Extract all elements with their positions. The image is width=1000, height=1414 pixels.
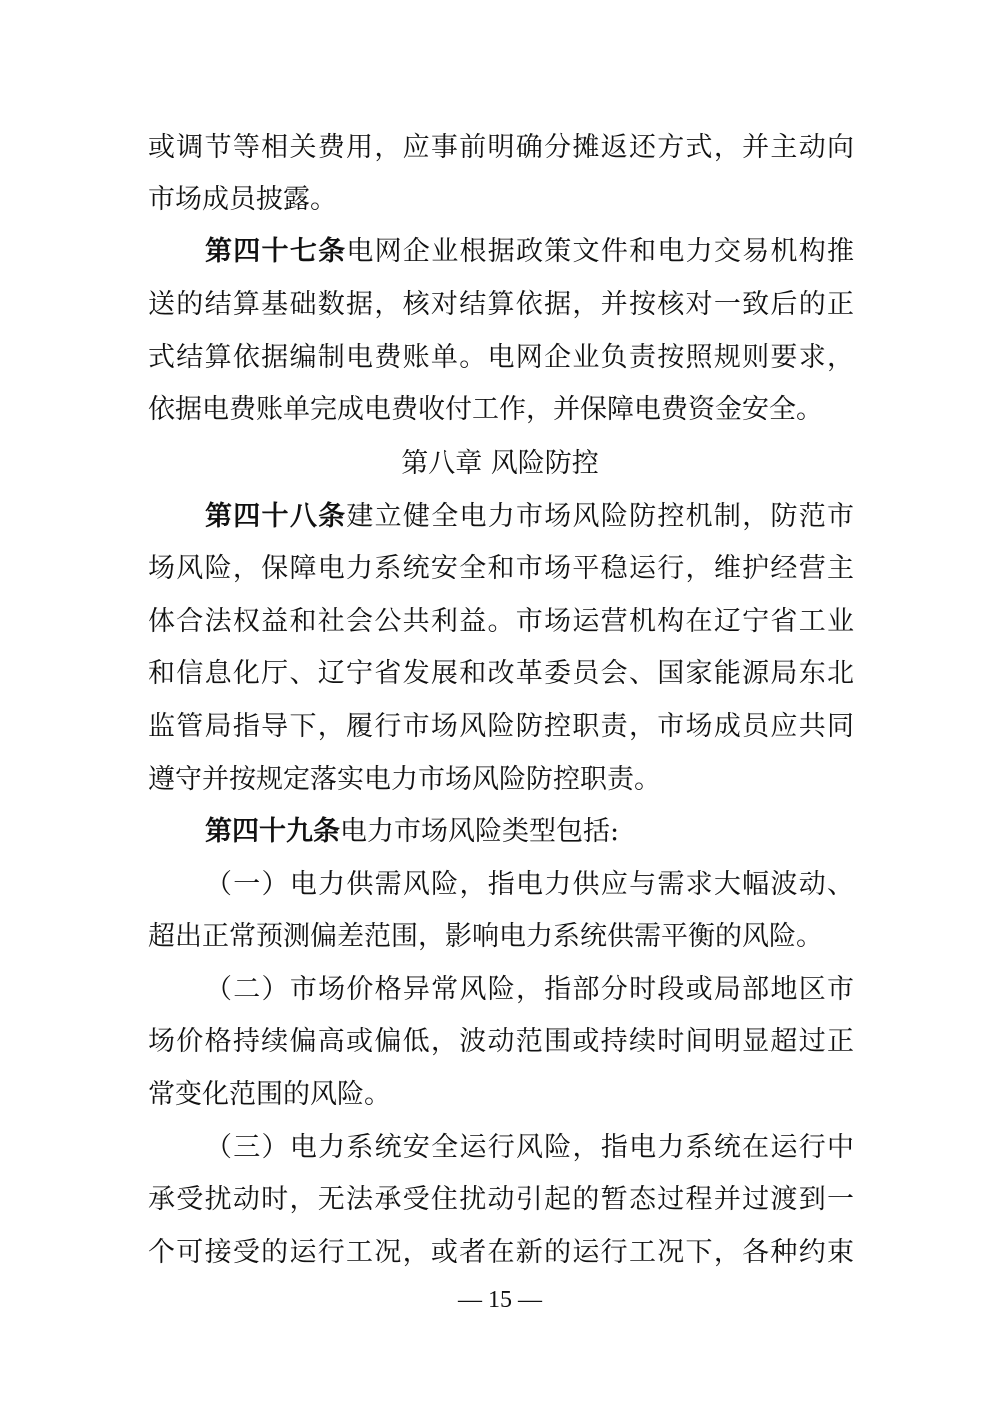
article-48-line (205, 497, 854, 537)
chapter-heading: 第八章 风险防控 (401, 448, 599, 479)
text-line: 或调节等相关费用，应事前明确分摊返还方式，并主动向 (148, 132, 854, 163)
text-line: 个可接受的运行工况，或者在新的运行工况下，各种约束 (148, 1237, 854, 1268)
item-2-line: （二）市场价格异常风险，指部分时段或局部地区市 (205, 974, 854, 1005)
article-47-label: 第四十七条 (205, 236, 347, 267)
page-number: — 15 — (458, 1287, 542, 1313)
article-47-line (205, 232, 854, 272)
article-48-label: 第四十八条 (205, 501, 347, 532)
text-line: 监管局指导下，履行市场风险防控职责，市场成员应共同 (148, 711, 854, 742)
text-line: 常变化范围的风险。 (148, 1079, 391, 1110)
item-3-line: （三）电力系统安全运行风险，指电力系统在运行中 (205, 1132, 854, 1163)
text-line: 场价格持续偏高或偏低，波动范围或持续时间明显超过正 (148, 1026, 854, 1057)
article-48-text: 建立健全电力市场风险防控机制，防范市 (346, 501, 855, 532)
text-line: 遵守并按规定落实电力市场风险防控职责。 (148, 764, 661, 795)
item-1-line: （一）电力供需风险，指电力供应与需求大幅波动、 (205, 869, 854, 900)
text-line: 承受扰动时，无法承受住扰动引起的暂态过程并过渡到一 (148, 1184, 854, 1215)
text-line: 式结算依据编制电费账单。电网企业负责按照规则要求， (148, 342, 854, 373)
text-line: 体合法权益和社会公共利益。市场运营机构在辽宁省工业 (148, 606, 854, 637)
text-line: 送的结算基础数据，核对结算依据，并按核对一致后的正 (148, 289, 854, 320)
text-line: 场风险，保障电力系统安全和市场平稳运行，维护经营主 (148, 553, 854, 584)
article-49-label: 第四十九条 (205, 816, 340, 847)
article-49-line (205, 812, 854, 852)
article-49-text: 电力市场风险类型包括: (340, 816, 620, 847)
article-47-text: 电网企业根据政策文件和电力交易机构推 (346, 236, 855, 267)
text-line: 市场成员披露。 (148, 184, 337, 215)
text-line: 和信息化厅、辽宁省发展和改革委员会、国家能源局东北 (148, 658, 854, 689)
text-line: 依据电费账单完成电费收付工作，并保障电费资金安全。 (148, 394, 823, 425)
text-line: 超出正常预测偏差范围，影响电力系统供需平衡的风险。 (148, 921, 823, 952)
